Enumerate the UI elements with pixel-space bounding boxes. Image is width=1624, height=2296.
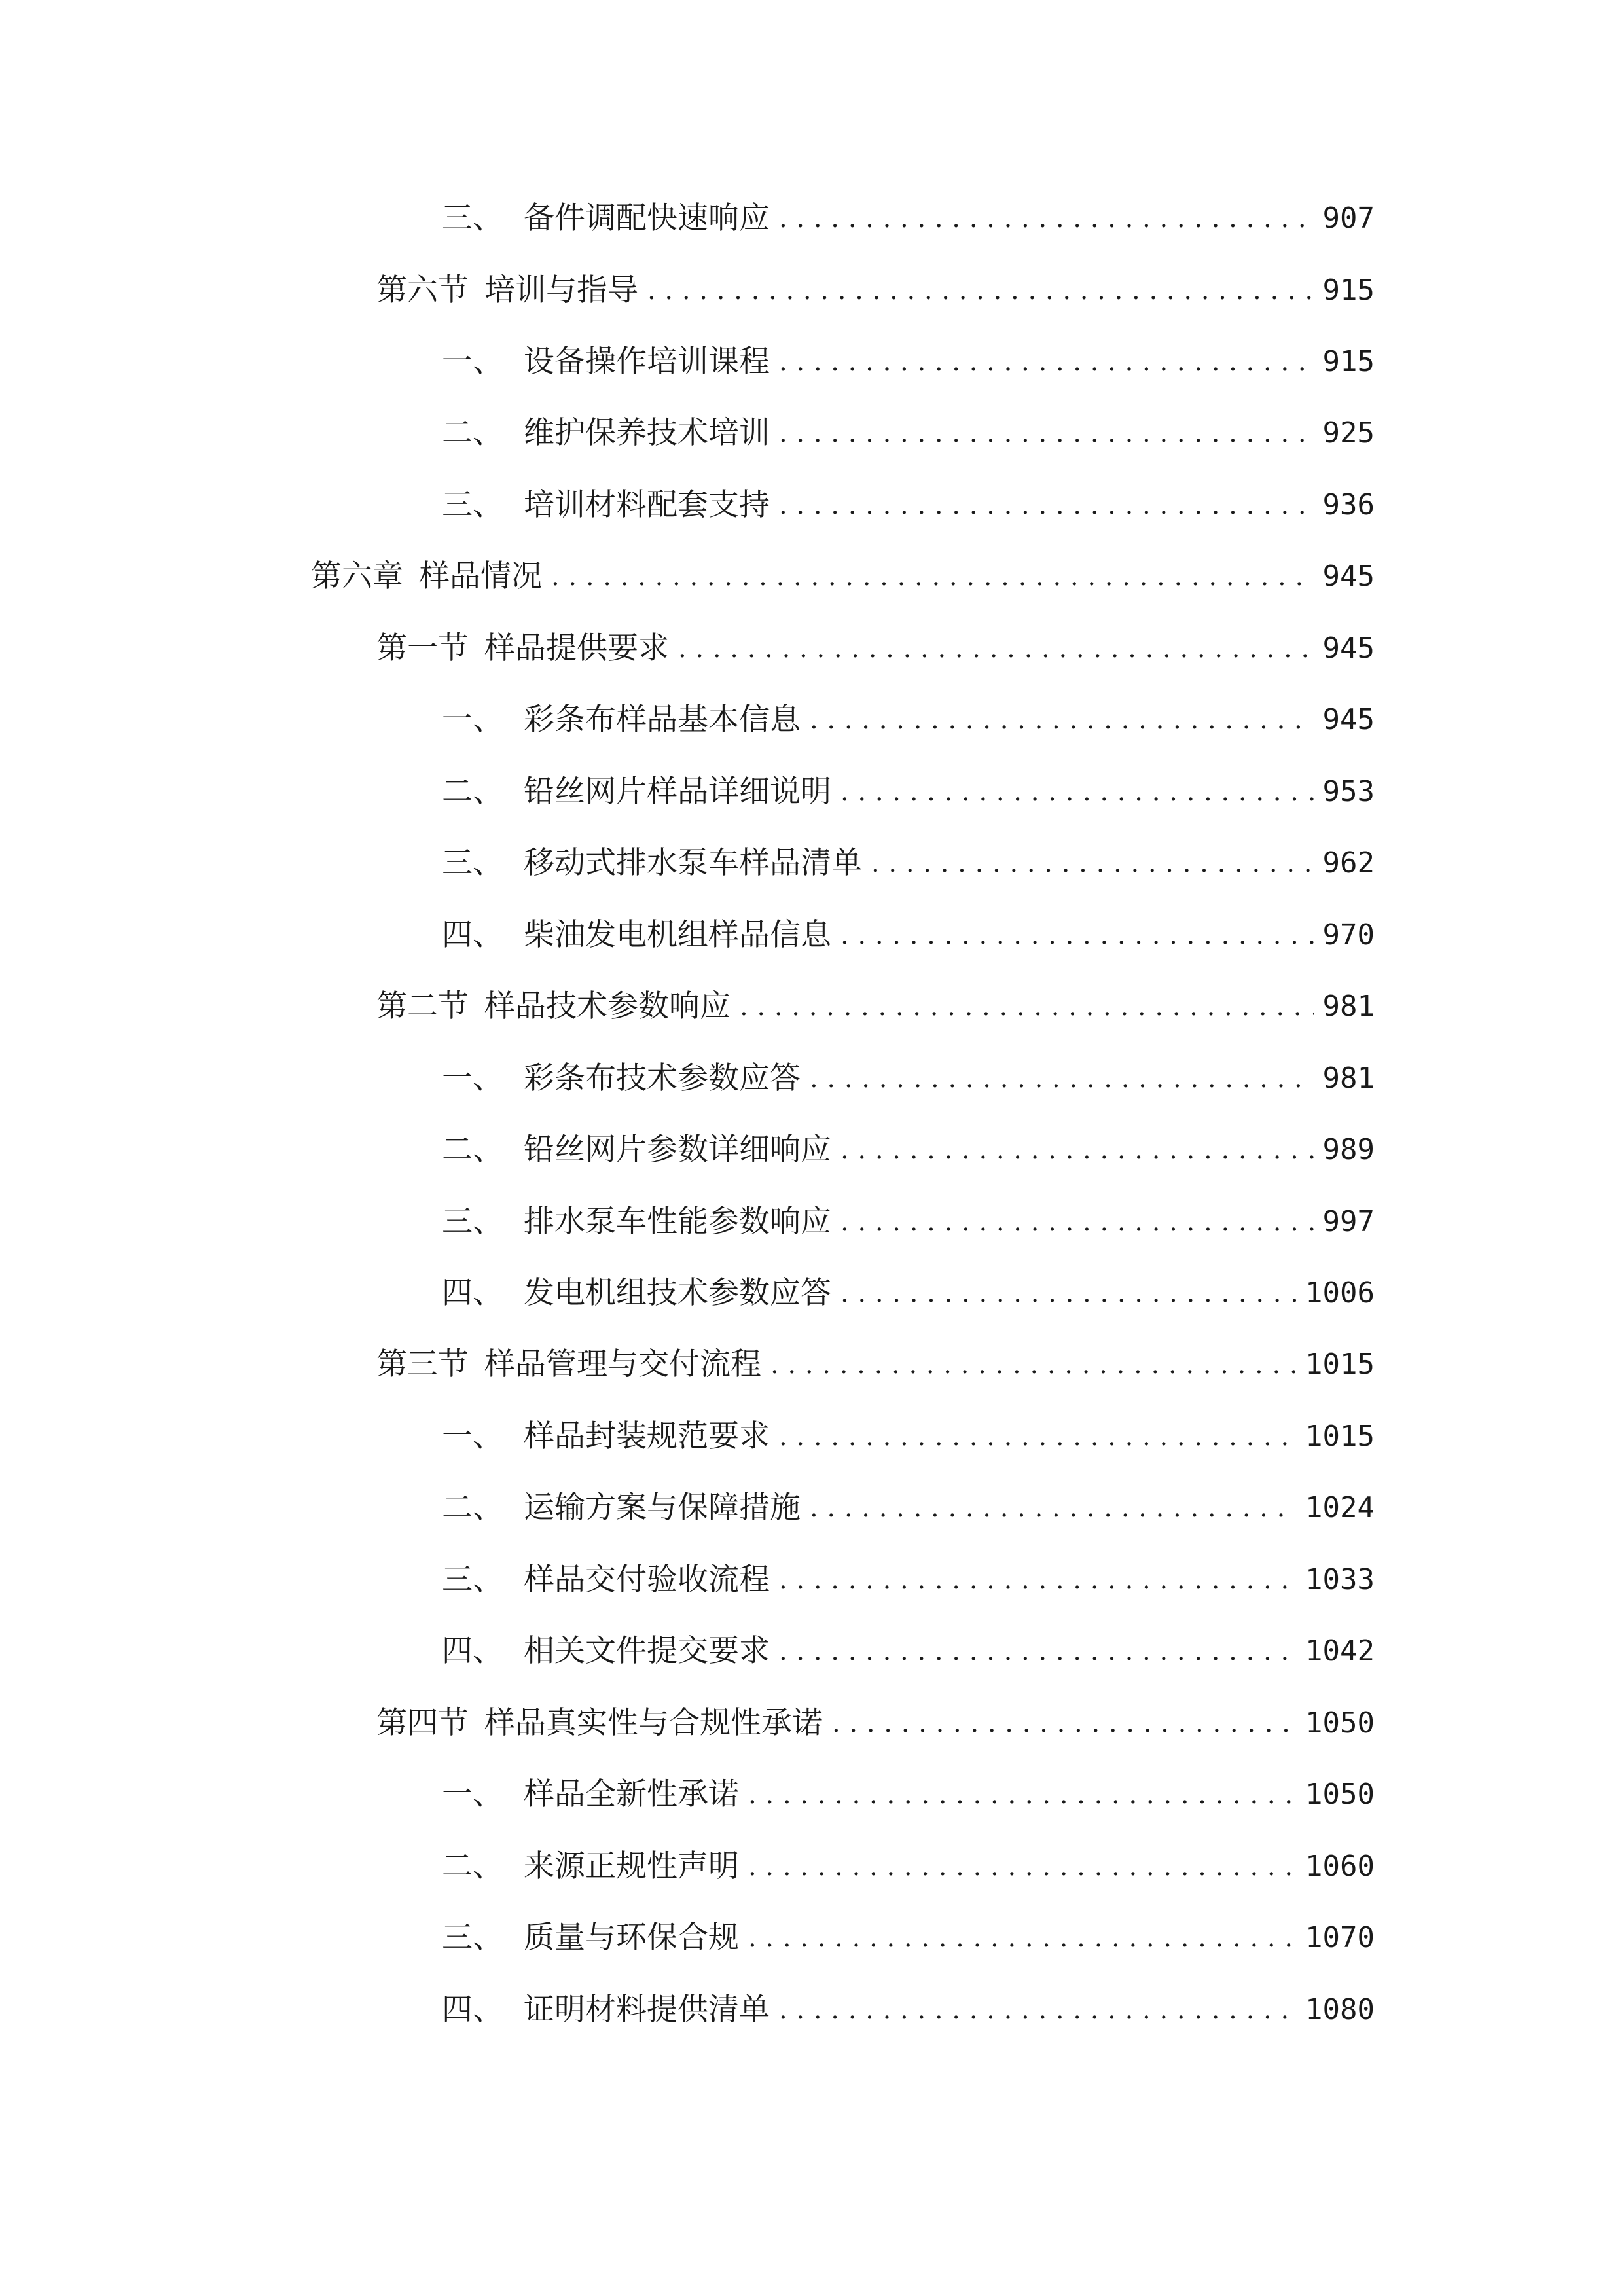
- toc-entry[interactable]: [442, 697, 1375, 743]
- toc-entry-number: 四、: [442, 917, 503, 953]
- toc-entry[interactable]: [376, 1342, 1375, 1388]
- toc-entry-title: 样品全新性承诺: [524, 1776, 739, 1812]
- toc-entry-page: 1015: [1305, 1348, 1375, 1381]
- toc-entry-number: 三、: [442, 1204, 503, 1240]
- toc-entry-page: 1050: [1305, 1778, 1375, 1811]
- toc-entry-page: 945: [1322, 632, 1375, 665]
- toc-entry[interactable]: [442, 1628, 1375, 1674]
- toc-dot-leader: [840, 769, 1314, 815]
- toc-entry-title: 维护保养技术培训: [524, 415, 770, 451]
- toc-dot-leader: [779, 482, 1314, 528]
- toc-entry-number: 三、: [442, 1920, 503, 1956]
- toc-entry-page: 981: [1322, 990, 1375, 1023]
- toc-entry-title: 彩条布样品基本信息: [524, 702, 801, 738]
- toc-entry-number: 二、: [442, 415, 503, 451]
- toc-entry-number: 四、: [442, 1275, 503, 1311]
- toc-entry-page: 1033: [1305, 1563, 1375, 1596]
- toc-dot-leader: [748, 1915, 1296, 1961]
- toc-entry-number: 第一节: [376, 630, 469, 666]
- toc-entry-number: 一、: [442, 1418, 503, 1454]
- toc-entry-title: 运输方案与保障措施: [524, 1490, 801, 1526]
- toc-entry-page: 1070: [1305, 1921, 1375, 1954]
- toc-entry[interactable]: [376, 626, 1375, 672]
- toc-entry[interactable]: [442, 410, 1375, 456]
- toc-entry-title: 证明材料提供清单: [524, 1992, 770, 2028]
- toc-entry[interactable]: [442, 1270, 1375, 1316]
- toc-dot-leader: [779, 1557, 1296, 1603]
- toc-dot-leader: [832, 1700, 1296, 1746]
- toc-dot-leader: [748, 1772, 1296, 1818]
- toc-entry-number: 第四节: [376, 1705, 469, 1741]
- toc-dot-leader: [779, 410, 1314, 456]
- toc-entry-title: 样品技术参数响应: [484, 988, 731, 1024]
- toc-entry-number: 二、: [442, 1132, 503, 1168]
- toc-dot-leader: [779, 1414, 1296, 1460]
- toc-entry[interactable]: [442, 1987, 1375, 2033]
- toc-entry-title: 样品提供要求: [484, 630, 669, 666]
- toc-entry-title: 备件调配快速响应: [524, 200, 770, 236]
- toc-entry[interactable]: [376, 984, 1375, 1030]
- toc-entry[interactable]: [442, 1056, 1375, 1102]
- toc-entry[interactable]: [442, 840, 1375, 886]
- toc-entry-number: 一、: [442, 1776, 503, 1812]
- toc-entry-page: 962: [1322, 846, 1375, 880]
- toc-entry-page: 953: [1322, 775, 1375, 808]
- toc-entry-page: 1042: [1305, 1634, 1375, 1668]
- toc-dot-leader: [678, 626, 1314, 672]
- toc-entry[interactable]: [442, 1844, 1375, 1890]
- toc-entry-title: 样品封装规范要求: [524, 1418, 770, 1454]
- toc-dot-leader: [810, 697, 1314, 743]
- toc-entry[interactable]: [376, 1700, 1375, 1746]
- toc-entry-title: 排水泵车性能参数响应: [524, 1204, 831, 1240]
- toc-dot-leader: [840, 912, 1314, 958]
- toc-entry-page: 981: [1322, 1062, 1375, 1095]
- toc-entry-page: 997: [1322, 1205, 1375, 1238]
- toc-entry-title: 样品管理与交付流程: [484, 1346, 761, 1382]
- toc-entry[interactable]: [442, 1485, 1375, 1531]
- toc-entry-number: 一、: [442, 1060, 503, 1096]
- toc-dot-leader: [748, 1844, 1296, 1890]
- toc-entry-page: 989: [1322, 1133, 1375, 1166]
- toc-dot-leader: [810, 1485, 1296, 1531]
- toc-entry[interactable]: [442, 1557, 1375, 1603]
- toc-entry-page: 915: [1322, 274, 1375, 307]
- toc-entry-number: 三、: [442, 487, 503, 523]
- toc-entry-page: 1024: [1305, 1491, 1375, 1524]
- toc-entry-title: 样品交付验收流程: [524, 1562, 770, 1598]
- toc-entry-number: 四、: [442, 1633, 503, 1669]
- toc-entry[interactable]: [442, 196, 1375, 242]
- toc-entry[interactable]: [442, 1772, 1375, 1818]
- toc-entry[interactable]: [442, 339, 1375, 385]
- toc-entry-number: 第六节: [376, 272, 469, 308]
- toc-entry-page: 907: [1322, 202, 1375, 235]
- toc-entry-title: 发电机组技术参数应答: [524, 1275, 831, 1311]
- toc-dot-leader: [779, 1628, 1296, 1674]
- toc-entry-title: 移动式排水泵车样品清单: [524, 845, 862, 881]
- toc-dot-leader: [551, 554, 1314, 600]
- toc-entry-title: 柴油发电机组样品信息: [524, 917, 831, 953]
- toc-entry-page: 945: [1322, 560, 1375, 593]
- toc-entry[interactable]: [442, 1199, 1375, 1245]
- toc-entry-number: 第六章: [311, 558, 403, 594]
- toc-entry-number: 三、: [442, 845, 503, 881]
- toc-entry-number: 第三节: [376, 1346, 469, 1382]
- toc-entry-number: 第二节: [376, 988, 469, 1024]
- toc-dot-leader: [647, 268, 1314, 314]
- toc-entry-page: 915: [1322, 345, 1375, 378]
- toc-entry-title: 样品情况: [419, 558, 542, 594]
- toc-entry-title: 铅丝网片样品详细说明: [524, 774, 831, 810]
- toc-entry-title: 设备操作培训课程: [524, 344, 770, 380]
- toc-entry-number: 三、: [442, 1562, 503, 1598]
- toc-entry[interactable]: [442, 1127, 1375, 1173]
- toc-entry-page: 936: [1322, 488, 1375, 522]
- toc-entry-page: 945: [1322, 703, 1375, 736]
- toc-entry[interactable]: [442, 1414, 1375, 1460]
- toc-entry-title: 培训与指导: [484, 272, 638, 308]
- toc-entry-title: 来源正规性声明: [524, 1848, 739, 1884]
- toc-entry[interactable]: [442, 1915, 1375, 1961]
- toc-entry-page: 1006: [1305, 1276, 1375, 1310]
- toc-entry-title: 彩条布技术参数应答: [524, 1060, 801, 1096]
- toc-dot-leader: [840, 1270, 1296, 1316]
- toc-entry-number: 四、: [442, 1992, 503, 2028]
- toc-entry-title: 样品真实性与合规性承诺: [484, 1705, 823, 1741]
- toc-dot-leader: [770, 1342, 1296, 1388]
- toc-entry-page: 1015: [1305, 1420, 1375, 1453]
- toc-dot-leader: [779, 339, 1314, 385]
- toc-dot-leader: [840, 1199, 1314, 1245]
- toc-entry-title: 培训材料配套支持: [524, 487, 770, 523]
- toc-entry-page: 1060: [1305, 1850, 1375, 1883]
- toc-entry[interactable]: [376, 268, 1375, 314]
- toc-entry-title: 铅丝网片参数详细响应: [524, 1132, 831, 1168]
- toc-entry[interactable]: [442, 482, 1375, 528]
- toc-entry-number: 一、: [442, 344, 503, 380]
- toc-entry-number: 一、: [442, 702, 503, 738]
- toc-dot-leader: [840, 1127, 1314, 1173]
- toc-entry-number: 二、: [442, 1848, 503, 1884]
- toc-dot-leader: [810, 1056, 1314, 1102]
- toc-entry-page: 925: [1322, 416, 1375, 450]
- toc-dot-leader: [740, 984, 1314, 1030]
- toc-entry-page: 1050: [1305, 1706, 1375, 1740]
- toc-dot-leader: [779, 196, 1314, 242]
- toc-entry-page: 1080: [1305, 1993, 1375, 2026]
- toc-entry-page: 970: [1322, 918, 1375, 952]
- toc-entry[interactable]: [442, 912, 1375, 958]
- toc-entry-number: 三、: [442, 200, 503, 236]
- toc-dot-leader: [779, 1987, 1296, 2033]
- toc-entry-number: 二、: [442, 1490, 503, 1526]
- toc-entry[interactable]: [311, 554, 1375, 600]
- toc-entry-title: 质量与环保合规: [524, 1920, 739, 1956]
- toc-entry-number: 二、: [442, 774, 503, 810]
- toc-entry[interactable]: [442, 769, 1375, 815]
- toc-dot-leader: [871, 840, 1314, 886]
- toc-entry-title: 相关文件提交要求: [524, 1633, 770, 1669]
